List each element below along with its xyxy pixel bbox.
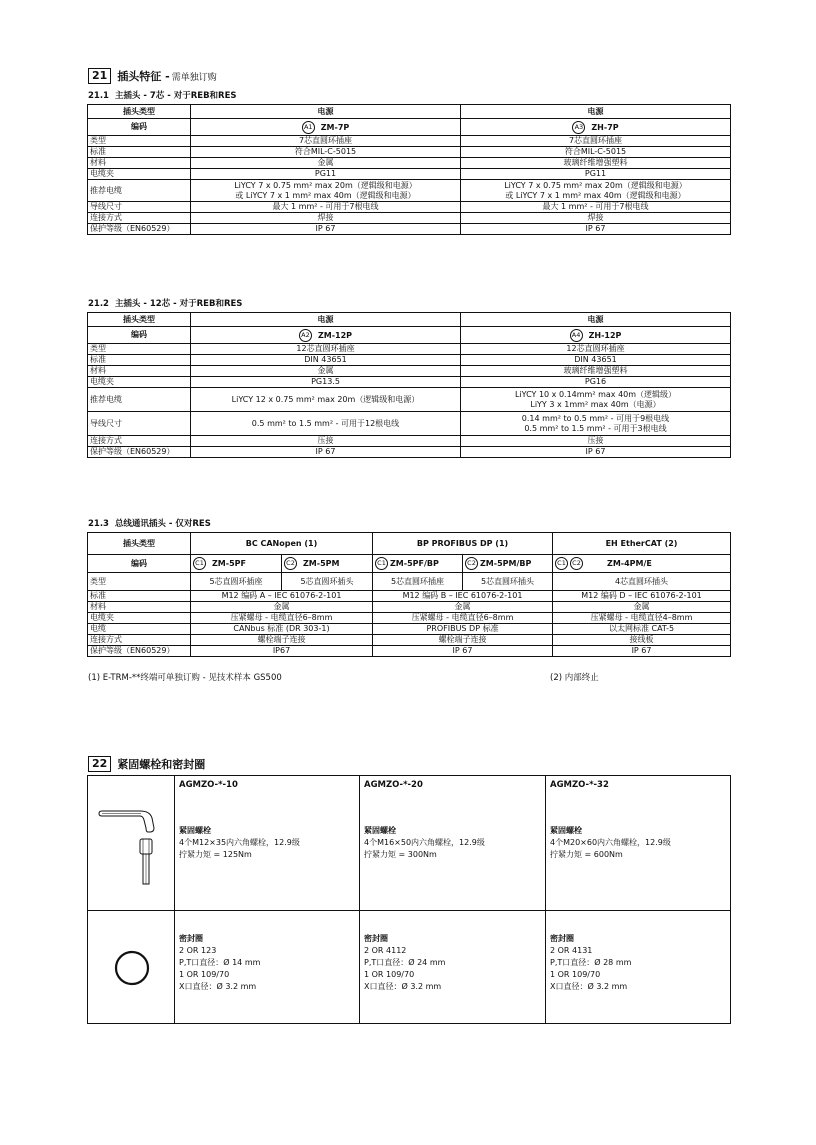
row-label: 类型 (88, 573, 191, 591)
badge-icon: C1 (555, 557, 568, 570)
cell: 4芯直圆环插头 (553, 573, 731, 591)
row-label: 电缆夹 (88, 613, 191, 624)
footnote-2: (2) 内部终止 (550, 673, 599, 683)
seal-cell (546, 911, 731, 1024)
row-label: 材料 (88, 366, 191, 377)
badge-icon: C2 (465, 557, 478, 570)
table-21-2 (87, 312, 731, 458)
code-row (88, 555, 731, 573)
seal-line: 2 OR 4112 (364, 946, 407, 955)
bolt-spec: 4个M16×50内六角螺栓，12.9级 (364, 838, 485, 847)
cell: 螺栓端子连接 (191, 635, 373, 646)
table-row (88, 377, 731, 388)
table-header-row (88, 533, 731, 555)
code-name: ZM-12P (317, 330, 353, 340)
cell: 7芯直圆环插座 (461, 136, 731, 147)
cell: PG11 (191, 169, 461, 180)
o-ring-icon (88, 911, 175, 1021)
cell: 螺栓端子连接 (373, 635, 553, 646)
table-row (88, 147, 731, 158)
subsection-21-1-heading (88, 89, 237, 101)
badge-icon: A2 (299, 329, 312, 342)
row-label: 电缆夹 (88, 377, 191, 388)
cell: 压接 (461, 436, 731, 447)
seal-line: 2 OR 4131 (550, 946, 593, 955)
seal-line: P,T口直径：Ø 24 mm (364, 958, 446, 967)
badge-icon: C1 (375, 557, 388, 570)
table-22 (87, 775, 731, 1024)
row-label: 导线尺寸 (88, 202, 191, 213)
table-row (88, 412, 731, 436)
cell: DIN 43651 (191, 355, 461, 366)
header-cell: 电源 (461, 313, 731, 327)
cell: M12 编码 B – IEC 61076-2-101 (373, 591, 553, 602)
code-name: ZM-5PM (303, 559, 340, 568)
code-cell (191, 555, 282, 573)
section-title: 插头特征 - (117, 70, 170, 83)
seal-line: P,T口直径：Ø 28 mm (550, 958, 632, 967)
header-cell: 插头类型 (88, 533, 191, 555)
header-cell: 电源 (461, 105, 731, 119)
seal-line: 2 OR 123 (179, 946, 217, 955)
code-cell (191, 327, 461, 344)
table-row (88, 180, 731, 202)
code-cell (463, 555, 553, 573)
table-header-row (88, 105, 731, 119)
seal-image-cell (88, 911, 175, 1024)
cell: LiYCY 12 x 0.75 mm² max 20m（逻辑级和电源） (191, 388, 461, 412)
seal-line: X口直径：Ø 3.2 mm (364, 982, 442, 991)
subsection-number: 21.1 (88, 91, 109, 101)
seal-line: P,T口直径：Ø 14 mm (179, 958, 261, 967)
row-label: 标准 (88, 147, 191, 158)
badge-icon: A3 (572, 121, 585, 134)
row-label: 标准 (88, 591, 191, 602)
hex-key-and-bolt-icon (88, 776, 175, 906)
cell: 金属 (373, 602, 553, 613)
table-row (88, 213, 731, 224)
code-label: 编码 (88, 119, 191, 136)
model-title: AGMZO-*-20 (364, 780, 423, 790)
cell: 金属 (191, 158, 461, 169)
subsection-title: 主插头 - 12芯 - 对于REB和RES (114, 299, 243, 309)
row-label: 推荐电缆 (88, 180, 191, 202)
code-name: ZH-7P (591, 122, 619, 132)
cell: 玻璃纤维增强塑料 (461, 158, 731, 169)
cell: 压紧螺母 - 电缆直径4–8mm (553, 613, 731, 624)
cell-line: LiYY 3 x 1mm² max 40m（电源） (530, 399, 661, 409)
code-cell (461, 119, 731, 136)
row-label: 电缆 (88, 624, 191, 635)
section-number: 21 (88, 68, 111, 84)
code-row (88, 327, 731, 344)
seal-line: 1 OR 109/70 (179, 970, 230, 979)
header-cell: BC CANopen (1) (191, 533, 373, 555)
seal-line: 1 OR 109/70 (364, 970, 415, 979)
table-row (88, 169, 731, 180)
code-name: ZM-4PM/E (607, 559, 652, 568)
table-21-3 (87, 532, 731, 657)
cell (461, 388, 731, 412)
badge-icon: C2 (284, 557, 297, 570)
bolt-label: 紧固螺栓 (550, 826, 582, 835)
cell: 12芯直圆环插座 (191, 344, 461, 355)
section-title: 紧固螺栓和密封圈 (117, 758, 206, 771)
code-name: ZM-7P (320, 122, 350, 132)
cell: 7芯直圆环插座 (191, 136, 461, 147)
row-label: 材料 (88, 602, 191, 613)
cell-line: LiYCY 7 x 0.75 mm² max 20m（逻辑级和电源） (234, 180, 417, 190)
table-row (88, 646, 731, 657)
footnote-1: (1) E-TRM-**终端可单独订购 - 见技术样本 GS500 (88, 673, 282, 683)
cell: 5芯直圆环插头 (282, 573, 373, 591)
bolt-cell (546, 776, 731, 911)
row-label: 电缆夹 (88, 169, 191, 180)
cell: 5芯直圆环插座 (373, 573, 463, 591)
cell-line: 或 LiYCY 7 x 1 mm² max 40m（逻辑级和电源） (235, 190, 416, 200)
code-cell (461, 327, 731, 344)
bolt-cell (175, 776, 360, 911)
table-row (88, 573, 731, 591)
seal-line: X口直径：Ø 3.2 mm (550, 982, 628, 991)
code-cell (191, 119, 461, 136)
row-label: 保护等级（EN60529） (88, 224, 191, 235)
cell: 12芯直圆环插座 (461, 344, 731, 355)
cell: 最大 1 mm² - 可用于7根电线 (461, 202, 731, 213)
badge-icon: A1 (302, 121, 315, 134)
table-row (88, 355, 731, 366)
subsection-number: 21.2 (88, 299, 109, 309)
code-cell (553, 555, 731, 573)
table-row (88, 447, 731, 458)
badge-icon: A4 (570, 329, 583, 342)
cell: 压接 (191, 436, 461, 447)
bolt-label: 紧固螺栓 (364, 826, 396, 835)
cell: 玻璃纤维增强塑料 (461, 366, 731, 377)
cell-line: 0.5 mm² to 1.5 mm² - 可用于3根电线 (524, 423, 667, 433)
seal-line: 1 OR 109/70 (550, 970, 601, 979)
header-cell: BP PROFIBUS DP (1) (373, 533, 553, 555)
cell: 压紧螺母 - 电缆直径6–8mm (191, 613, 373, 624)
code-row (88, 119, 731, 136)
cell: DIN 43651 (461, 355, 731, 366)
bolt-torque: 拧紧力矩 = 125Nm (179, 850, 252, 859)
cell: 焊接 (461, 213, 731, 224)
code-name: ZH-12P (588, 330, 622, 340)
cell: IP 67 (373, 646, 553, 657)
code-cell (373, 555, 463, 573)
cell: 接线板 (553, 635, 731, 646)
cell: 符合MIL-C-5015 (461, 147, 731, 158)
cell: M12 编码 D – IEC 61076-2-101 (553, 591, 731, 602)
cell: PG11 (461, 169, 731, 180)
header-cell: 插头类型 (88, 313, 191, 327)
cell-line: 0.14 mm² to 0.5 mm² - 可用于9根电线 (521, 413, 670, 423)
cell (191, 180, 461, 202)
cell: IP 67 (461, 447, 731, 458)
subsection-title: 主插头 - 7芯 - 对于REB和RES (114, 91, 237, 101)
header-cell: 电源 (191, 105, 461, 119)
badge-icon: C1 (193, 557, 206, 570)
subsection-title: 总线通讯插头 - 仅对RES (114, 519, 211, 529)
subsection-21-2-heading (88, 297, 242, 309)
code-name: ZM-5PF (212, 559, 246, 568)
cell: IP 67 (461, 224, 731, 235)
cell: 金属 (191, 366, 461, 377)
cell-line: LiYCY 7 x 0.75 mm² max 20m（逻辑级和电源） (504, 180, 687, 190)
row-label: 连接方式 (88, 213, 191, 224)
table-row (88, 344, 731, 355)
row-label: 推荐电缆 (88, 388, 191, 412)
cell: PG13.5 (191, 377, 461, 388)
cell: 焊接 (191, 213, 461, 224)
code-label: 编码 (88, 555, 191, 573)
table-row (88, 602, 731, 613)
seal-line: X口直径：Ø 3.2 mm (179, 982, 257, 991)
bolt-row (88, 776, 731, 911)
row-label: 标准 (88, 355, 191, 366)
section-21-heading (88, 68, 217, 84)
seal-row (88, 911, 731, 1024)
row-label: 连接方式 (88, 436, 191, 447)
cell: PG16 (461, 377, 731, 388)
code-name: ZM-5PF/BP (390, 559, 439, 568)
row-label: 连接方式 (88, 635, 191, 646)
cell: M12 编码 A – IEC 61076-2-101 (191, 591, 373, 602)
cell: IP 67 (191, 447, 461, 458)
cell: IP67 (191, 646, 373, 657)
cell-line: LiYCY 10 x 0.14mm² max 40m（逻辑级） (514, 389, 677, 399)
seal-cell (175, 911, 360, 1024)
cell: 金属 (191, 602, 373, 613)
row-label: 类型 (88, 344, 191, 355)
code-label: 编码 (88, 327, 191, 344)
section-22-heading (88, 756, 205, 772)
table-row (88, 202, 731, 213)
row-label: 类型 (88, 136, 191, 147)
model-title: AGMZO-*-32 (550, 780, 609, 790)
bolt-label: 紧固螺栓 (179, 826, 211, 835)
badge-icon: C2 (570, 557, 583, 570)
seal-label: 密封圈 (364, 934, 388, 943)
row-label: 保护等级（EN60529） (88, 646, 191, 657)
seal-cell (360, 911, 546, 1024)
header-cell: EH EtherCAT (2) (553, 533, 731, 555)
cell: 5芯直圆环插头 (463, 573, 553, 591)
table-row (88, 591, 731, 602)
row-label: 导线尺寸 (88, 412, 191, 436)
bolt-spec: 4个M20×60内六角螺栓，12.9级 (550, 838, 671, 847)
cell-line: 或 LiYCY 7 x 1 mm² max 40m（逻辑级和电源） (505, 190, 686, 200)
cell: 金属 (553, 602, 731, 613)
cell (461, 180, 731, 202)
subsection-number: 21.3 (88, 519, 109, 529)
cell: 最大 1 mm² - 可用于7根电线 (191, 202, 461, 213)
seal-label: 密封圈 (550, 934, 574, 943)
code-name: ZM-5PM/BP (480, 559, 532, 568)
bolt-torque: 拧紧力矩 = 300Nm (364, 850, 437, 859)
cell: IP 67 (191, 224, 461, 235)
section-number: 22 (88, 756, 111, 772)
table-row (88, 388, 731, 412)
model-title: AGMZO-*-10 (179, 780, 238, 790)
table-21-1 (87, 104, 731, 235)
table-row (88, 158, 731, 169)
header-cell: 插头类型 (88, 105, 191, 119)
table-row (88, 136, 731, 147)
table-row (88, 635, 731, 646)
table-header-row (88, 313, 731, 327)
table-row (88, 366, 731, 377)
cell: 压紧螺母 - 电缆直径6–8mm (373, 613, 553, 624)
bolt-torque: 拧紧力矩 = 600Nm (550, 850, 623, 859)
row-label: 保护等级（EN60529） (88, 447, 191, 458)
table-row (88, 436, 731, 447)
cell: IP 67 (553, 646, 731, 657)
cell: 5芯直圆环插座 (191, 573, 282, 591)
cell: 符合MIL-C-5015 (191, 147, 461, 158)
cell: CANbus 标准 (DR 303-1) (191, 624, 373, 635)
bolt-cell (360, 776, 546, 911)
table-row (88, 224, 731, 235)
code-cell (282, 555, 373, 573)
bolt-spec: 4个M12×35内六角螺栓，12.9级 (179, 838, 300, 847)
table-row (88, 613, 731, 624)
section-subtitle: 需单独订购 (171, 72, 217, 83)
cell: 0.5 mm² to 1.5 mm² - 可用于12根电线 (191, 412, 461, 436)
bolt-image-cell (88, 776, 175, 911)
cell: PROFIBUS DP 标准 (373, 624, 553, 635)
subsection-21-3-heading (88, 517, 211, 529)
cell: 以太网标准 CAT-5 (553, 624, 731, 635)
cell (461, 412, 731, 436)
row-label: 材料 (88, 158, 191, 169)
table-row (88, 624, 731, 635)
seal-label: 密封圈 (179, 934, 203, 943)
header-cell: 电源 (191, 313, 461, 327)
